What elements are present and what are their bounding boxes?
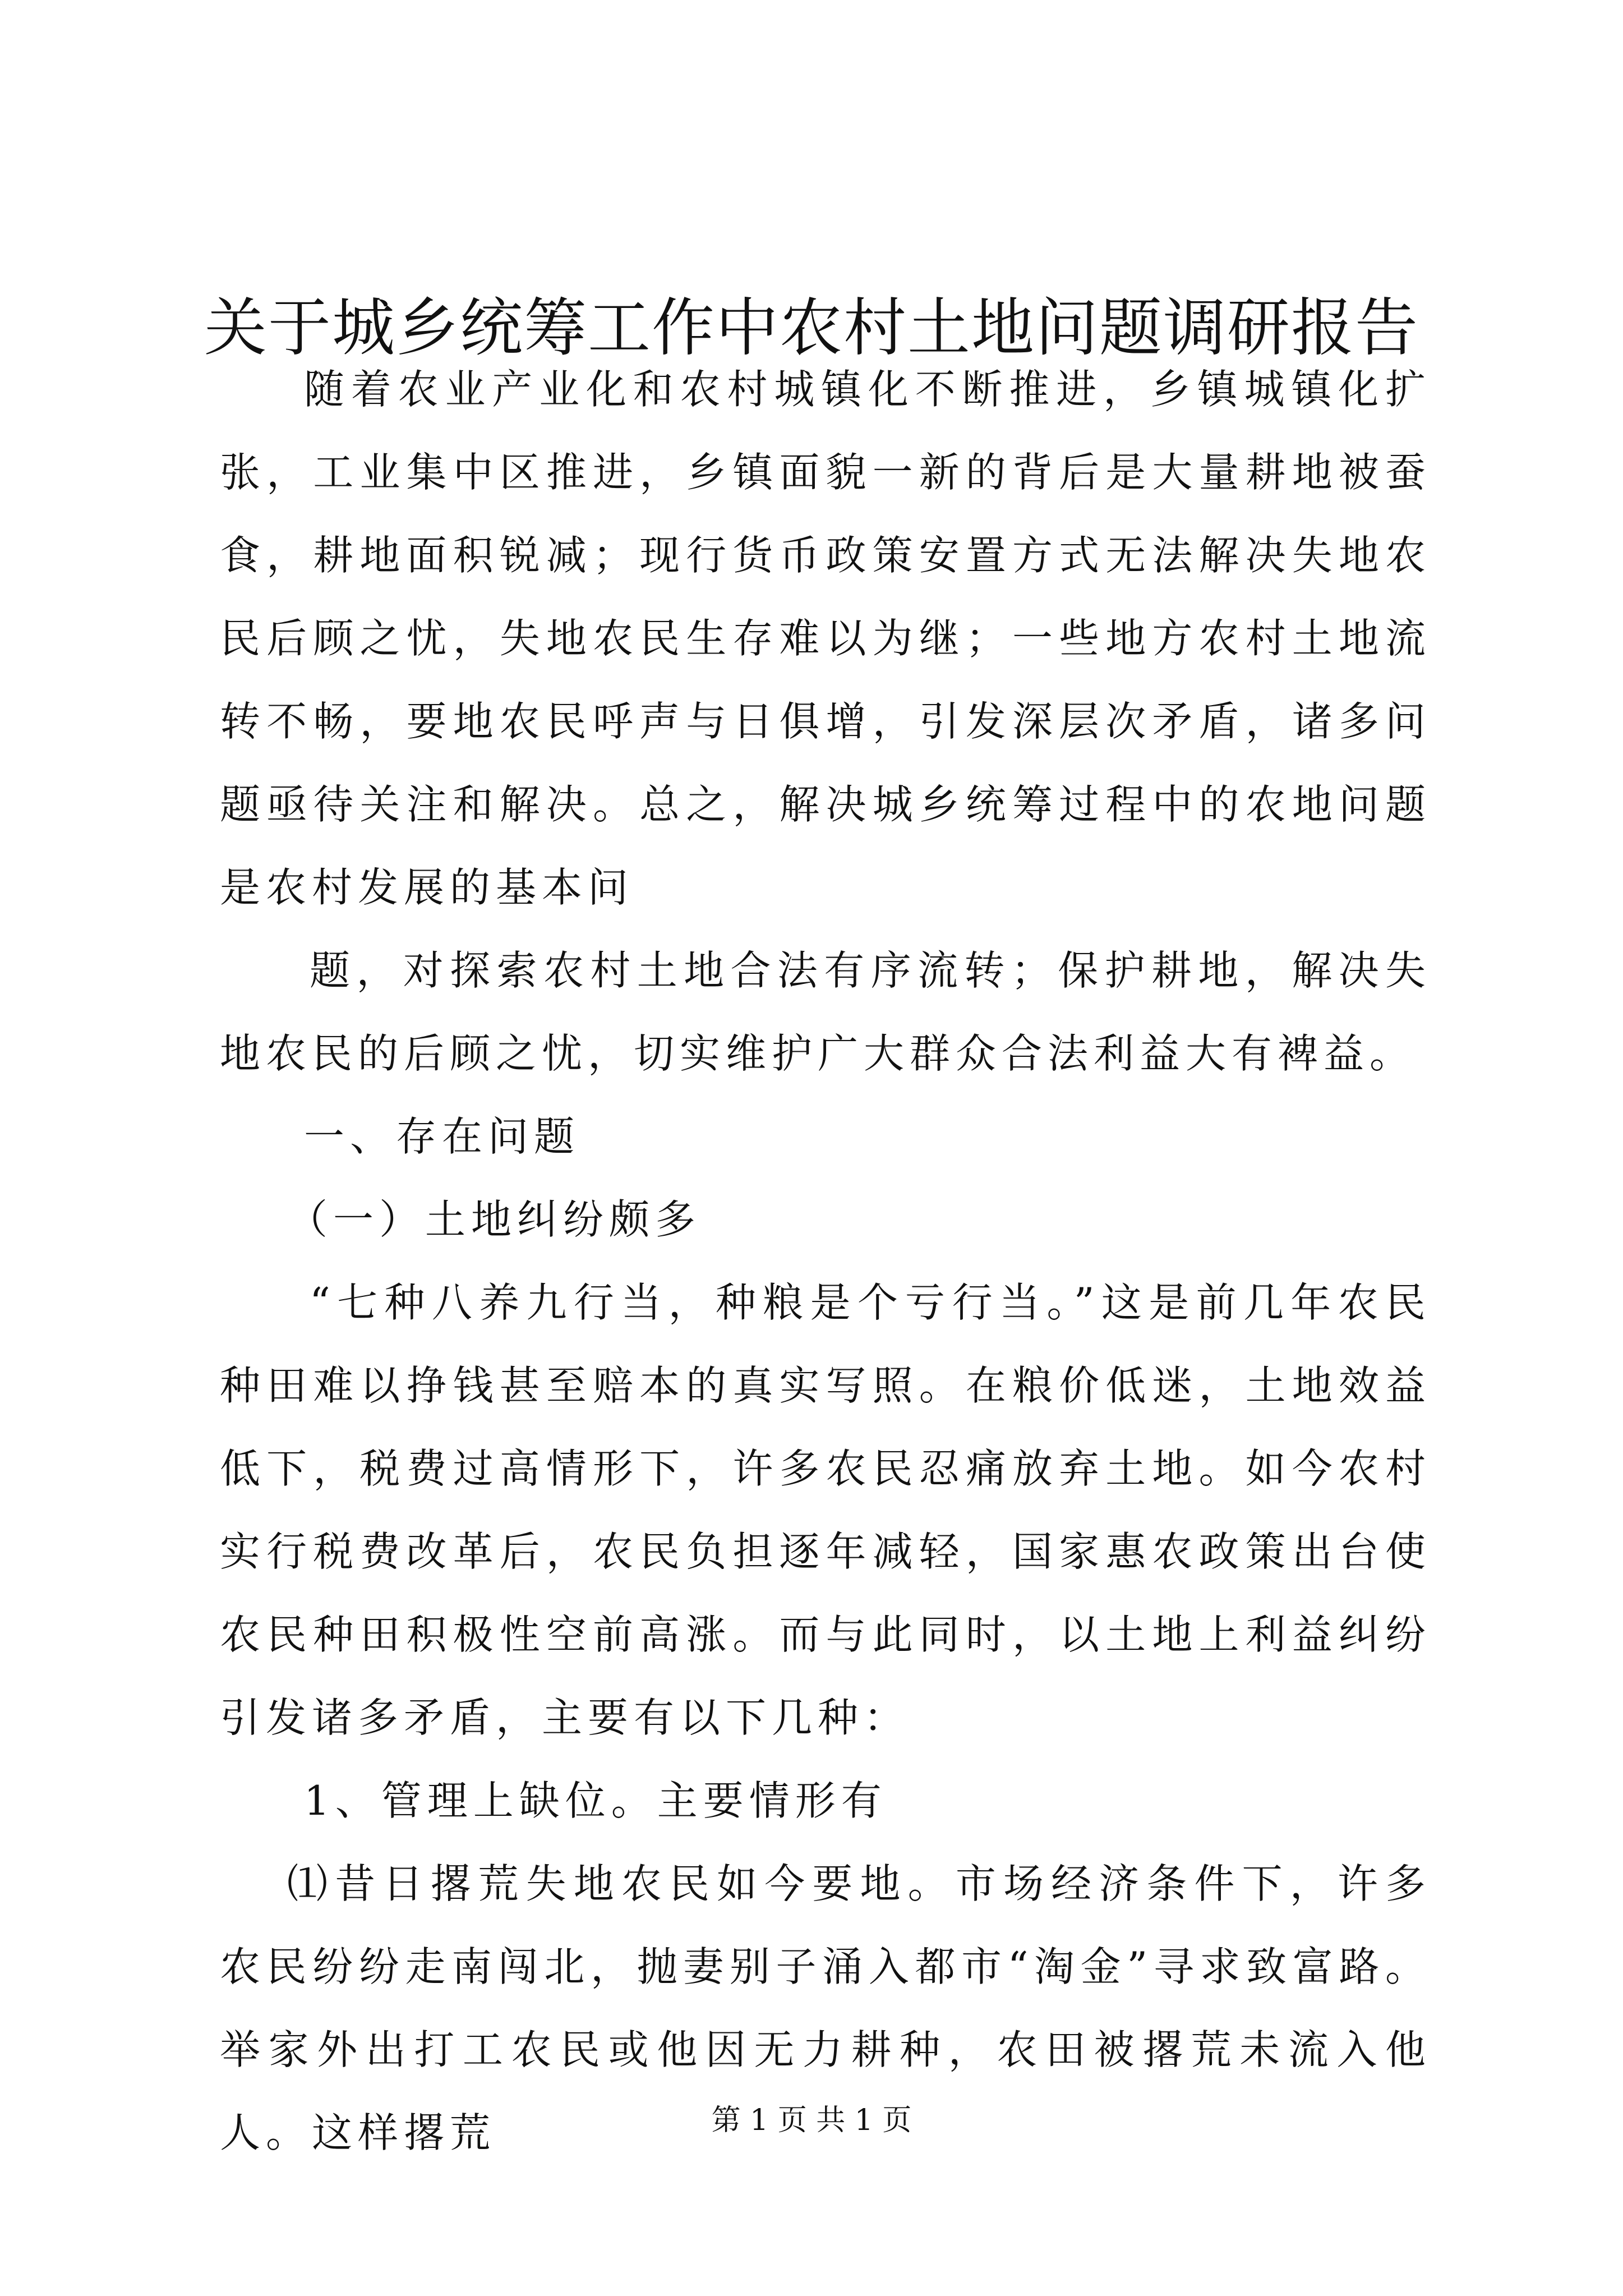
- item-heading-management: 1、管理上缺位。主要情形有: [304, 1777, 887, 1824]
- paragraph-intro-continued: 题，对探索农村土地合法有序流转；保护耕地，解决失地农民的后顾之忧，切实维护广大群众合法利益大有裨益。: [220, 947, 1431, 1077]
- page-footer: 第 1 页 共 1 页: [711, 2104, 912, 2137]
- subsection-heading-land-disputes: （一）土地纠纷颇多: [287, 1196, 702, 1243]
- paragraph-abandoned-land: ⑴昔日撂荒失地农民如今要地。市场经济条件下，许多农民纷纷走南闯北，抛妻别子涌入都市“淘金”寻求致富路。举家外出打工农民或他因无力耕种，农田被撂荒未流入他人。这样撂荒: [220, 1860, 1431, 2156]
- paragraph-intro: 随着农业产业化和农村城镇化不断推进，乡镇城镇化扩张，工业集中区推进，乡镇面貌一新的背后是大量耕地被蚕食，耕地面积锐减；现行货币政策安置方式无法解决失地农民后顾之忧，失地农民生存难以为继；一些地方农村土地流转不畅，要地农民呼声与日俱增，引发深层次矛盾，诸多问题亟待关注和解决。总之，解决城乡统筹过程中的农地问题是农村发展的基本问: [220, 366, 1431, 911]
- section-heading-problems: 一、存在问题: [304, 1113, 580, 1160]
- paragraph-land-disputes: “七种八养九行当，种粮是个亏行当。”这是前几年农民种田难以挣钱甚至赔本的真实写照。在粮价低迷，土地效益低下，税费过高情形下，许多农民忍痛放弃土地。如今农村实行税费改革后，农民负担逐年减轻，国家惠农政策出台使农民种田积极性空前高涨。而与此同时，以土地上利益纠纷引发诸多矛盾，主要有以下几种：: [220, 1279, 1431, 1741]
- document-body: [220, 348, 1431, 2174]
- document-title: 关于城乡统筹工作中农村土地问题调研报告: [204, 292, 1419, 365]
